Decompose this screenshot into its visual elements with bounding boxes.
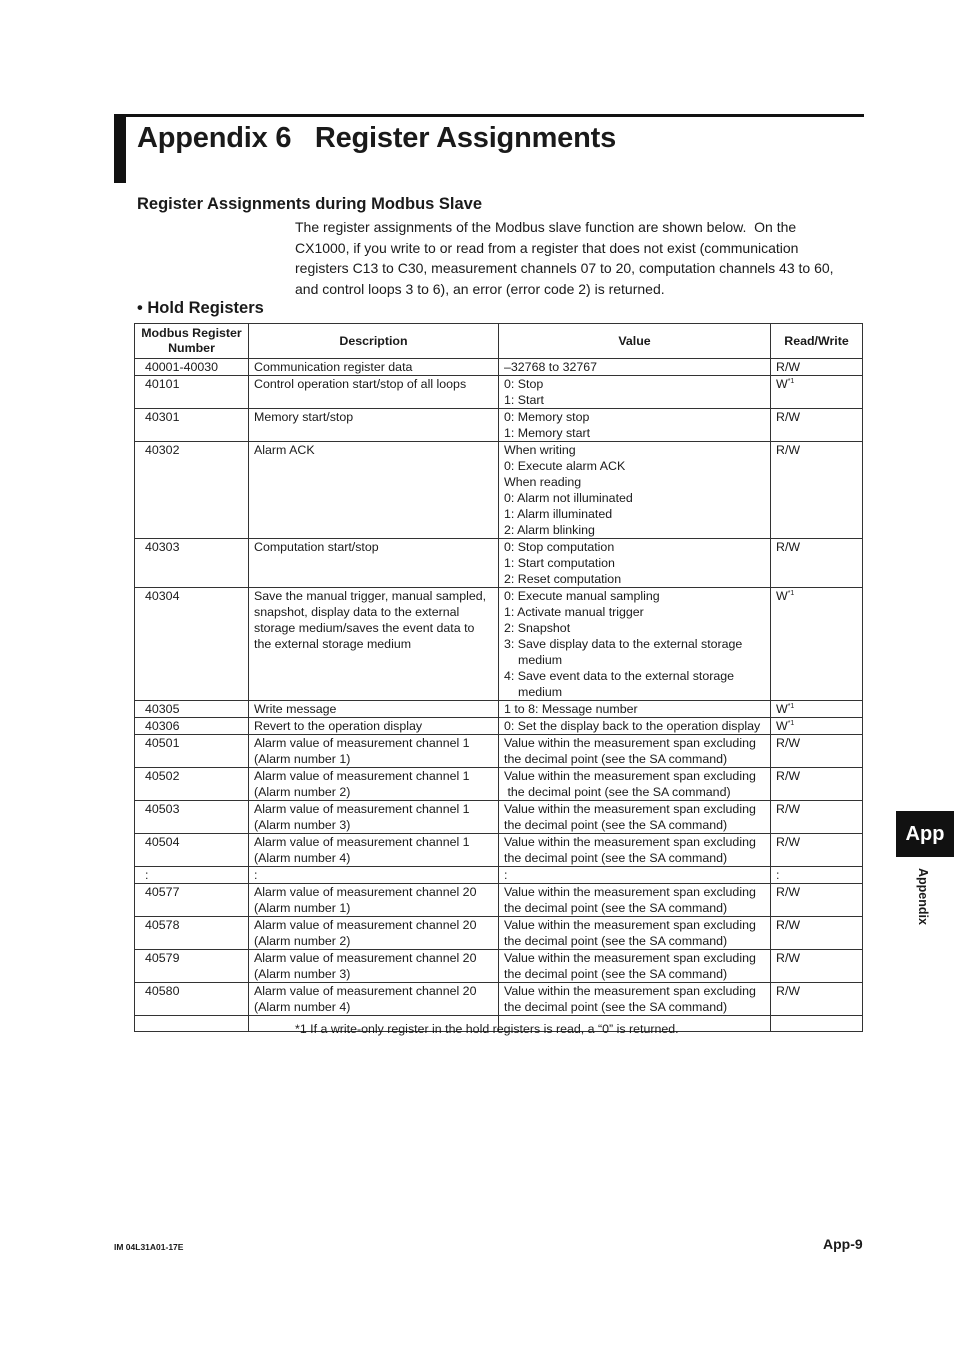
value-line: 1 to 8: Message number (504, 702, 638, 716)
section-heading: Register Assignments during Modbus Slave (137, 195, 483, 213)
cell-description (249, 442, 499, 539)
cell-read-write (771, 539, 863, 588)
cell-value (499, 917, 771, 950)
value-line: 1: Activate manual trigger (504, 605, 644, 619)
read-write-text: W (776, 589, 788, 603)
cell-register-number: 40578 (135, 917, 249, 950)
cell-description (249, 834, 499, 867)
table-row (135, 801, 863, 834)
intro-line: The register assignments of the Modbus slave function are shown below. On the (295, 219, 797, 235)
cell-value (499, 950, 771, 983)
value-line: When reading (504, 475, 582, 489)
cell-register-number: 40579 (135, 950, 249, 983)
cell-value (499, 768, 771, 801)
description-line: snapshot, display data to the external (254, 605, 460, 619)
cell-read-write (771, 376, 863, 409)
value-line: Value within the measurement span excluding (504, 802, 756, 816)
cell-read-write (771, 917, 863, 950)
description-line: Revert to the operation display (254, 719, 423, 733)
read-write-text: W (776, 719, 788, 733)
cell-description (249, 701, 499, 718)
cell-read-write (771, 884, 863, 917)
description-line: Alarm value of measurement channel 20 (254, 951, 477, 965)
read-write-text: R/W (776, 736, 801, 750)
table-row (135, 359, 863, 376)
value-line: Value within the measurement span excluding (504, 769, 756, 783)
table-row (135, 867, 863, 884)
description-line: Alarm value of measurement channel 20 (254, 885, 477, 899)
description-line: : (254, 868, 258, 882)
value-line: : (504, 868, 508, 882)
description-line: Control operation start/stop of all loops (254, 377, 467, 391)
cell-read-write (771, 950, 863, 983)
cell-description (249, 867, 499, 884)
document-id: IM 04L31A01-17E (114, 1242, 184, 1252)
footnote-marker: *1 (787, 703, 795, 710)
read-write-text: R/W (776, 769, 801, 783)
cell-description (249, 735, 499, 768)
footnote-marker: *1 (787, 720, 795, 727)
header-read-write: Read/Write (771, 324, 863, 359)
header-description: Description (249, 324, 499, 359)
footnote-marker: *1 (787, 590, 795, 597)
cell-description (249, 884, 499, 917)
value-line: 2: Snapshot (504, 621, 571, 635)
cell-read-write (771, 834, 863, 867)
cell-description (249, 768, 499, 801)
cell-description (249, 801, 499, 834)
top-rule (114, 114, 864, 117)
value-line: 3: Save display data to the external storage (504, 637, 743, 651)
table-header-row (135, 324, 863, 359)
footnote-marker: *1 (787, 378, 795, 385)
read-write-text: R/W (776, 835, 801, 849)
value-line: When writing (504, 443, 576, 457)
cell-register-number: 40101 (135, 376, 249, 409)
cell-register-number: 40504 (135, 834, 249, 867)
description-line: (Alarm number 2) (254, 934, 351, 948)
table-row (135, 834, 863, 867)
cell-value (499, 983, 771, 1016)
cell-description (249, 983, 499, 1016)
cell-read-write (771, 701, 863, 718)
value-line: 2: Alarm blinking (504, 523, 595, 537)
appendix-side-label: Appendix (916, 868, 930, 925)
table-row (135, 983, 863, 1016)
cell-description (249, 359, 499, 376)
cell-value (499, 718, 771, 735)
value-line: 0: Set the display back to the operation display (504, 719, 761, 733)
read-write-text: R/W (776, 885, 801, 899)
value-line: 0: Alarm not illuminated (504, 491, 633, 505)
read-write-text: R/W (776, 540, 801, 554)
table-row (135, 376, 863, 409)
table-row (135, 735, 863, 768)
description-line: Memory start/stop (254, 410, 354, 424)
value-line: the decimal point (see the SA command) (504, 901, 728, 915)
value-line: 0: Execute alarm ACK (504, 459, 626, 473)
description-line: Communication register data (254, 360, 413, 374)
read-write-text: R/W (776, 918, 801, 932)
cell-read-write (771, 442, 863, 539)
table-row (135, 409, 863, 442)
cell-register-number: 40302 (135, 442, 249, 539)
cell-value (499, 834, 771, 867)
value-line: 0: Stop (504, 377, 544, 391)
read-write-text: R/W (776, 410, 801, 424)
cell-description (249, 588, 499, 701)
cell-read-write (771, 768, 863, 801)
cell-read-write (771, 718, 863, 735)
value-line: 1: Memory start (504, 426, 591, 440)
description-line: (Alarm number 3) (254, 967, 351, 981)
description-line: Alarm value of measurement channel 1 (254, 736, 470, 750)
read-write-text: R/W (776, 984, 801, 998)
value-line: 4: Save event data to the external storage (504, 669, 735, 683)
register-table (134, 323, 863, 1032)
value-line: 1: Start computation (504, 556, 615, 570)
description-line: Alarm value of measurement channel 1 (254, 769, 470, 783)
cell-value (499, 867, 771, 884)
description-line: the external storage medium (254, 637, 412, 651)
cell-register-number: 40503 (135, 801, 249, 834)
description-line: (Alarm number 3) (254, 818, 351, 832)
footnote: *1 If a write-only register in the hold registers is read, a “0” is returned. (295, 1022, 679, 1036)
empty-cell (771, 1016, 863, 1032)
cell-value (499, 539, 771, 588)
cell-register-number: 40304 (135, 588, 249, 701)
cell-register-number: 40580 (135, 983, 249, 1016)
cell-register-number: 40001-40030 (135, 359, 249, 376)
header-value: Value (499, 324, 771, 359)
cell-register-number: 40301 (135, 409, 249, 442)
description-line: (Alarm number 1) (254, 901, 351, 915)
description-line: (Alarm number 2) (254, 785, 351, 799)
value-line: 0: Stop computation (504, 540, 615, 554)
cell-description (249, 409, 499, 442)
read-write-text: R/W (776, 951, 801, 965)
cell-read-write (771, 867, 863, 884)
register-table-body (135, 359, 863, 1032)
cell-value (499, 376, 771, 409)
value-line: 0: Execute manual sampling (504, 589, 660, 603)
value-line: 1: Start (504, 393, 544, 407)
read-write-text: R/W (776, 802, 801, 816)
description-line: storage medium/saves the event data to (254, 621, 475, 635)
cell-register-number: : (135, 867, 249, 884)
value-line: Value within the measurement span excluding (504, 736, 756, 750)
read-write-text: W (776, 377, 788, 391)
description-line: Alarm value of measurement channel 1 (254, 802, 470, 816)
value-line: the decimal point (see the SA command) (504, 851, 728, 865)
value-line: Value within the measurement span excluding (504, 951, 756, 965)
cell-description (249, 539, 499, 588)
read-write-text: R/W (776, 443, 801, 457)
cell-read-write (771, 735, 863, 768)
cell-value (499, 801, 771, 834)
value-line: the decimal point (see the SA command) (504, 818, 728, 832)
value-line: Value within the measurement span excluding (504, 984, 756, 998)
cell-read-write (771, 359, 863, 376)
table-row (135, 718, 863, 735)
cell-value (499, 701, 771, 718)
cell-value (499, 588, 771, 701)
empty-cell (135, 1016, 249, 1032)
value-line: the decimal point (see the SA command) (504, 967, 728, 981)
table-row (135, 701, 863, 718)
table-row (135, 588, 863, 701)
hold-registers-heading: • Hold Registers (137, 299, 264, 317)
description-line: Alarm value of measurement channel 1 (254, 835, 470, 849)
cell-description (249, 376, 499, 409)
description-line: (Alarm number 4) (254, 1000, 351, 1014)
cell-read-write (771, 801, 863, 834)
cell-description (249, 950, 499, 983)
value-line: the decimal point (see the SA command) (504, 934, 728, 948)
read-write-text: R/W (776, 360, 801, 374)
cell-value (499, 442, 771, 539)
value-line: medium (518, 685, 563, 699)
cell-register-number: 40303 (135, 539, 249, 588)
value-line: 1: Alarm illuminated (504, 507, 613, 521)
description-line: Alarm value of measurement channel 20 (254, 918, 477, 932)
page-title: Appendix 6 Register Assignments (137, 122, 616, 154)
description-line: Alarm value of measurement channel 20 (254, 984, 477, 998)
cell-read-write (771, 409, 863, 442)
value-line: Value within the measurement span excluding (504, 885, 756, 899)
table-row (135, 884, 863, 917)
cell-description (249, 917, 499, 950)
value-line: the decimal point (see the SA command) (504, 785, 731, 799)
read-write-text: W (776, 702, 788, 716)
cell-register-number: 40306 (135, 718, 249, 735)
intro-line: CX1000, if you write to or read from a register that does not exist (communication (295, 239, 799, 256)
cell-description (249, 718, 499, 735)
table-row (135, 442, 863, 539)
value-line: –32768 to 32767 (504, 360, 598, 374)
cell-value (499, 359, 771, 376)
cell-value (499, 409, 771, 442)
cell-value (499, 884, 771, 917)
read-write-text: : (776, 868, 780, 882)
description-line: (Alarm number 1) (254, 752, 351, 766)
table-row (135, 539, 863, 588)
value-line: 2: Reset computation (504, 572, 622, 586)
value-line: medium (518, 653, 563, 667)
cell-value (499, 735, 771, 768)
description-line: Write message (254, 702, 337, 716)
cell-register-number: 40501 (135, 735, 249, 768)
description-line: Computation start/stop (254, 540, 379, 554)
intro-line: and control loops 3 to 6), an error (error code 2) is returned. (295, 281, 665, 298)
appendix-tab: App (896, 811, 954, 857)
table-row (135, 950, 863, 983)
page-number: App-9 (823, 1236, 863, 1252)
intro-line: registers C13 to C30, measurement channels 07 to 20, computation channels 43 to 60, (295, 260, 834, 277)
value-line: 0: Memory stop (504, 410, 590, 424)
table-row (135, 768, 863, 801)
header-register-number: Modbus Register Number (135, 324, 249, 359)
value-line: the decimal point (see the SA command) (504, 1000, 728, 1014)
description-line: Alarm ACK (254, 443, 315, 457)
cell-register-number: 40502 (135, 768, 249, 801)
cell-read-write (771, 983, 863, 1016)
value-line: Value within the measurement span excluding (504, 918, 756, 932)
value-line: Value within the measurement span excluding (504, 835, 756, 849)
cell-read-write (771, 588, 863, 701)
title-accent-bar (114, 114, 126, 183)
table-row (135, 917, 863, 950)
cell-register-number: 40305 (135, 701, 249, 718)
intro-paragraph (295, 217, 860, 300)
value-line: the decimal point (see the SA command) (504, 752, 728, 766)
cell-register-number: 40577 (135, 884, 249, 917)
description-line: (Alarm number 4) (254, 851, 351, 865)
description-line: Save the manual trigger, manual sampled, (254, 589, 487, 603)
